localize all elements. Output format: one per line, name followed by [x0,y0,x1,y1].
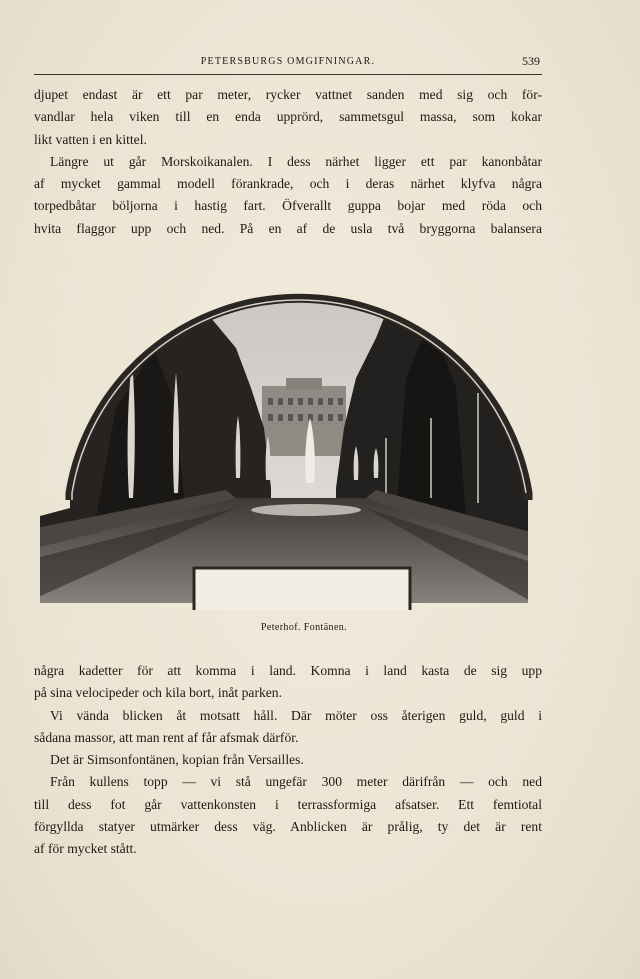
text-line: likt vatten i en kittel. [34,131,147,147]
text-line: Det är Simsonfontänen, kopian från Versailles. [50,752,304,768]
text-line: förgyllda statyer utmärker dess väg. Anblicken är prålig, ty det är rent [34,819,542,835]
text-line: torpedbåtar böljorna i hastig fart. Öfverallt guppa bojar med röda och [34,198,542,214]
text-line: af för mycket stått. [34,841,137,857]
text-line: vandlar hela viken till en enda upprörd, sammetsgul massa, som kokar [34,109,542,125]
text-line: Från kullens topp — vi stå ungefär 300 meter därifrån — och ned [50,774,542,790]
page-number: 539 [522,54,540,68]
running-header [34,54,542,75]
text-line: djupet endast är ett par meter, rycker vattnet sanden med sig och för- [34,87,542,102]
text-line: af mycket gammal modell förankrade, och i deras närhet klyfva några [34,176,542,192]
text-line: Längre ut går Morskoikanalen. I dess närhet ligger ett par kanonbåtar [50,153,542,169]
text-line: Vi vända blicken åt motsatt håll. Där möter oss återigen guld, guld i [50,707,542,723]
illustration-caption: Peterhof. Fontänen. [260,622,348,633]
text-block-bottom [34,660,542,861]
text-line: på sina velocipeder och kila bort, inåt parken. [34,685,282,701]
fountain-photograph [36,258,534,610]
text-line: sådana massor, att man rent af får afsmak därför. [34,729,299,745]
running-title: PETERSBURGS OMGIFNINGAR. [200,56,376,67]
text-line: några kadetter för att komma i land. Komna i land kasta de sig upp [34,663,542,678]
text-line: hvita flaggor upp och ned. På en af de usla två bryggorna balansera [34,220,542,236]
text-block-top [34,84,542,240]
text-line: till dess fot går vattenkonsten i terrassformiga afsatser. Ett femtiotal [34,796,542,812]
